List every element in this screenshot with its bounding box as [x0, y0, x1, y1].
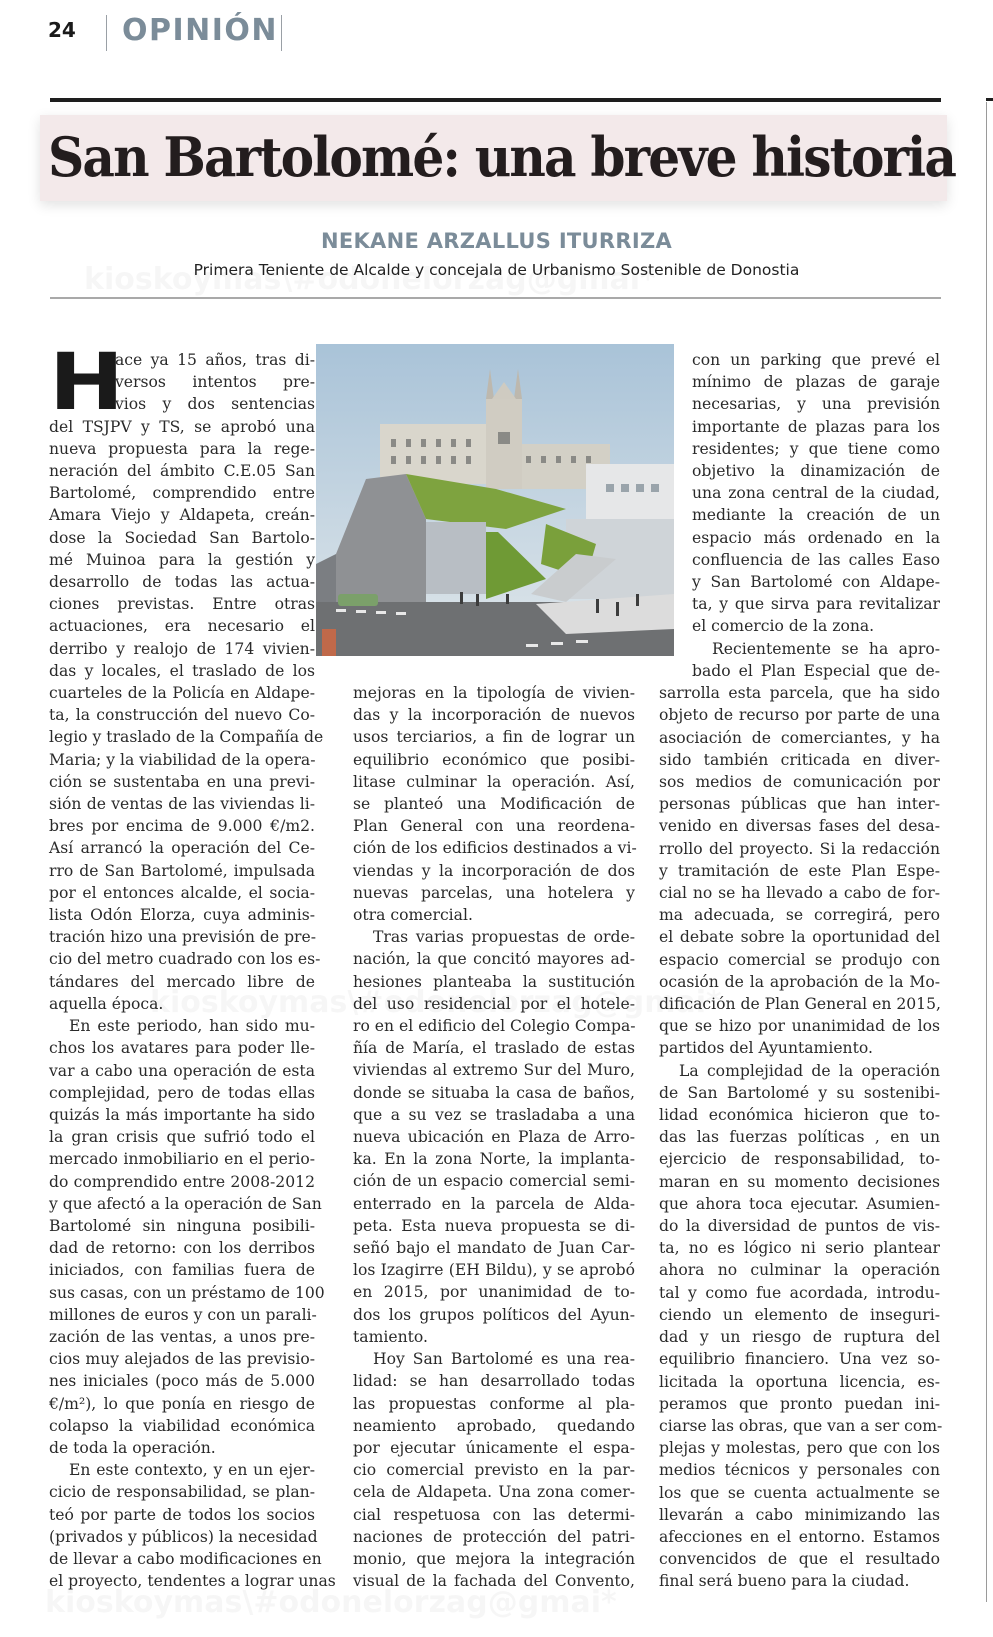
next-page-edge: [986, 102, 987, 1602]
text-line: do la diversidad de puntos de vis-: [659, 1217, 940, 1236]
text-line: ciarse las obras, que van a ser com-: [659, 1416, 943, 1435]
text-line: convencidos de que el resultado: [659, 1550, 940, 1569]
paragraph: [659, 1060, 943, 1593]
text-line: con un parking que prevé el: [692, 351, 940, 369]
header-divider: [106, 15, 107, 51]
text-line: ción de un espacio comercial semi-: [353, 1172, 635, 1191]
text-line: complejidad, pero de todas ellas: [49, 1083, 315, 1102]
text-line: que a su vez se trasladaba a una: [353, 1105, 635, 1124]
text-line: mínimo de plazas de garaje: [692, 373, 940, 392]
text-line: actuaciones, era necesario el: [49, 617, 315, 636]
text-line: nuevas parcelas, una hotelera y: [353, 883, 635, 902]
text-line: ta, no es lógico ni serio plantear: [659, 1239, 940, 1258]
text-line: visual de la fachada del Convento,: [353, 1572, 635, 1591]
building-render-image: [316, 344, 674, 656]
text-line: el comercio de la zona.: [692, 617, 875, 636]
text-line: cela de Aldapeta. Una zona comer-: [353, 1483, 635, 1502]
article-column-1: [49, 338, 336, 1592]
text-line: ta, y que sirva para revitalizar: [692, 595, 940, 614]
article-column-3-top: [692, 349, 940, 660]
text-line: Amara Viejo y Aldapeta, creán-: [49, 506, 315, 525]
text-line: señó bajo el mandato de Juan Car-: [353, 1239, 635, 1258]
top-rule: [50, 98, 941, 102]
text-line: ocasión de la aprobación de la Mo-: [659, 972, 940, 991]
text-line: legio y traslado de la Compañía de: [49, 728, 324, 747]
text-line: residentes; y que tiene como: [692, 439, 940, 458]
text-line: mé Muinoa para la gestión y: [49, 550, 315, 569]
text-line: naciones de protección del patri-: [353, 1527, 635, 1546]
paragraph: [353, 682, 635, 926]
next-page-rule: [986, 98, 993, 101]
text-line: del uso residencial por el hotele-: [353, 994, 635, 1013]
text-line: ñía de María, el traslado de estas: [353, 1039, 635, 1058]
paragraph: [353, 926, 635, 1348]
text-line: Plan General con una reordena-: [353, 817, 635, 836]
text-line: chos los avatares para poder lle-: [49, 1039, 315, 1058]
text-line: cio comercial previsto en la par-: [353, 1461, 635, 1480]
text-line: en 2015, por unanimidad de to-: [353, 1283, 635, 1302]
text-line: Maria; y la viabilidad de la opera-: [49, 750, 316, 769]
text-line: ka. En la zona Norte, la implanta-: [353, 1150, 635, 1169]
text-line: dose la Sociedad San Bartolo-: [49, 528, 315, 547]
text-line: cio del metro cuadrado con los es-: [49, 950, 321, 969]
text-line: tración hizo una previsión de pre-: [49, 928, 316, 947]
text-line: bado el Plan Especial que de-: [692, 662, 940, 680]
section-title: OPINIÓN: [122, 13, 279, 48]
text-line: venido en diversas fases del desa-: [659, 817, 940, 836]
text-line: rrollo del proyecto. Si la redacción: [659, 839, 940, 858]
text-line: ciones previstas. Entre otras: [49, 595, 315, 614]
text-line: usos terciarios, a fin de lograr un: [353, 728, 635, 747]
text-line: dificación de Plan General en 2015,: [659, 995, 941, 1014]
text-line: y tramitación de este Plan Espe-: [659, 861, 940, 880]
text-line: los que se cuenta actualmente se: [659, 1483, 940, 1502]
text-line: do comprendido entre 2008-2012: [49, 1172, 315, 1191]
text-line: sos medios de comunicación por: [659, 773, 940, 792]
page-number: 24: [48, 18, 76, 42]
text-line: mercado inmobiliario en el perio-: [49, 1150, 315, 1169]
text-line: peramos que pronto puedan ini-: [659, 1394, 940, 1413]
text-line: objetivo la dinamización de: [692, 462, 940, 481]
text-line: ción de los edificios destinados a vi-: [353, 839, 637, 858]
paragraph: [692, 349, 940, 660]
text-line: iniciados, con familias fuera de: [49, 1261, 315, 1280]
text-line: la gran crisis que sufrió todo el: [49, 1128, 315, 1147]
text-line: partidos del Ayuntamiento.: [659, 1039, 873, 1058]
text-line: mejoras en la tipología de vivien-: [353, 684, 635, 702]
text-line: personas públicas que han inter-: [659, 795, 940, 814]
text-line: maran en su momento decisiones: [659, 1172, 940, 1191]
text-line: cuarteles de la Policía en Aldape-: [49, 684, 315, 703]
text-line: nueva propuesta para la rege-: [49, 439, 315, 458]
text-line: enterrado en la parcela de Alda-: [353, 1194, 635, 1213]
text-line: objeto de recurso por parte de una: [659, 706, 940, 725]
text-line: equilibrio económico que posibi-: [353, 750, 635, 769]
text-line: de San Bartolomé y su sostenibi-: [659, 1083, 940, 1102]
text-line: y que afectó a la operación de San: [49, 1194, 322, 1213]
text-line: confluencia de las calles Easo: [692, 550, 940, 569]
paragraph: [49, 1459, 336, 1592]
text-line: rro de San Bartolomé, impulsada: [49, 861, 315, 880]
text-line: dos los grupos políticos del Ayun-: [353, 1305, 635, 1324]
text-line: de toda la operación.: [49, 1438, 216, 1457]
text-line: los Izagirre (EH Bildu), y se aprobó: [353, 1261, 635, 1280]
text-line: versos intentos pre-: [115, 373, 315, 392]
text-line: Tras varias propuestas de orde-: [373, 928, 635, 947]
text-line: millones de euros y con un parali-: [49, 1305, 317, 1324]
text-line: cicio de responsabilidad, se plan-: [49, 1483, 315, 1502]
paragraph: [49, 338, 324, 1015]
text-line: peta. Esta nueva propuesta se di-: [353, 1216, 635, 1235]
text-line: var a cabo una operación de esta: [49, 1061, 315, 1080]
text-line: Bartolomé, comprendido entre: [49, 484, 315, 503]
text-line: equilibrio financiero. Una vez so-: [659, 1350, 940, 1369]
text-line: sión de ventas de las viviendas li-: [49, 795, 315, 814]
text-line: ejercicio de responsabilidad, to-: [659, 1150, 940, 1169]
text-line: del TSJPV y TS, se aprobó una: [49, 417, 315, 436]
text-line: ta, la construcción del nuevo Co-: [49, 706, 315, 725]
text-line: por el entonces alcalde, el socia-: [49, 883, 315, 902]
paragraph: [659, 660, 940, 1060]
text-line: plejas y molestas, pero que con los: [659, 1439, 940, 1458]
text-line: viviendas al extremo Sur del Muro,: [353, 1061, 635, 1080]
text-line: el debate sobre la oportunidad del: [659, 928, 940, 947]
text-line: que se hizo por unanimidad de los: [659, 1017, 940, 1036]
text-line: quizás la más importante ha sido: [49, 1105, 315, 1124]
text-line: zación de las ventas, a unos pre-: [49, 1327, 315, 1346]
text-line: nación, la que concitó mayores ad-: [353, 950, 635, 969]
text-line: espacio comercial se produjo con: [659, 950, 940, 969]
article-column-3: [659, 660, 943, 1593]
text-line: que ahora toca ejecutar. Asumien-: [659, 1194, 940, 1213]
text-line: cial no se ha llevado a cabo de for-: [659, 884, 940, 903]
text-line: de llevar a cabo modificaciones en: [49, 1549, 322, 1568]
text-line: tamiento.: [353, 1327, 428, 1346]
text-line: dad de retorno: con los derribos: [49, 1239, 315, 1258]
text-line: tal y como fue acordada, introdu-: [659, 1283, 940, 1302]
text-line: ma adecuada, se corregirá, pero: [659, 906, 940, 925]
text-line: se planteó una Modificación de: [353, 795, 635, 814]
text-line: Recientemente se ha apro-: [712, 639, 940, 658]
text-line: por ejecutar únicamente el espa-: [353, 1438, 635, 1457]
text-line: monio, que mejora la integración: [353, 1549, 635, 1568]
text-line: otra comercial.: [353, 906, 473, 925]
text-line: derribo y realojo de 174 vivien-: [49, 639, 315, 658]
text-line: sus casas, con un préstamo de 100: [49, 1283, 325, 1302]
article-photo: [316, 344, 674, 656]
text-line: ción se sustentaba en una previ-: [49, 772, 315, 791]
header-divider: [281, 15, 282, 51]
text-line: ace ya 15 años, tras di-: [115, 351, 315, 369]
text-line: nes iniciales (poco más de 5.000: [49, 1372, 315, 1391]
text-line: das las fuerzas políticas , en un: [659, 1128, 940, 1147]
text-line: nueva ubicación en Plaza de Arro-: [353, 1128, 635, 1147]
text-line: donde se situaba la casa de baños,: [353, 1083, 635, 1102]
text-line: Hoy San Bartolomé es una rea-: [373, 1350, 635, 1369]
text-line: importante de plazas para los: [692, 417, 940, 436]
text-line: licitada la oportuna licencia, es-: [659, 1372, 940, 1391]
text-line: espacio más ordenado en la: [692, 528, 940, 547]
text-line: asociación de comerciantes, y ha: [659, 728, 940, 747]
text-line: sido también criticada en diver-: [659, 750, 940, 769]
text-line: hesiones planteaba la sustitución: [353, 972, 635, 991]
text-line: una zona central de la ciudad,: [692, 484, 940, 503]
article-column-2: [353, 682, 635, 1592]
text-line: litase culminar la operación. Así,: [353, 772, 635, 791]
text-line: y San Bartolomé con Aldape-: [692, 573, 940, 592]
text-line: aquella época.: [49, 994, 164, 1013]
text-line: lista Odón Elorza, cuya adminis-: [49, 906, 315, 925]
text-line: las propuestas conforme al pla-: [353, 1394, 635, 1413]
text-line: colapso la viabilidad económica: [49, 1416, 315, 1435]
text-line: medios técnicos y personales con: [659, 1461, 940, 1480]
text-line: cios muy alejados de las previsio-: [49, 1350, 315, 1369]
text-line: das y locales, el traslado de los: [49, 661, 315, 680]
text-line: €/m²), lo que ponía en riesgo de: [49, 1394, 315, 1413]
text-line: el proyecto, tendentes a lograr unas: [49, 1572, 336, 1591]
text-line: sarrolla esta parcela, que ha sido: [659, 684, 940, 703]
text-line: viendas y la incorporación de dos: [353, 861, 635, 880]
text-line: cial respetuosa con las determi-: [353, 1505, 635, 1524]
text-line: afecciones en el entorno. Estamos: [659, 1527, 940, 1546]
text-line: ciendo un elemento de inseguri-: [659, 1305, 940, 1324]
text-line: ro en el edificio del Colegio Compa-: [353, 1017, 636, 1036]
text-line: vios y dos sentencias: [115, 395, 315, 414]
text-line: llevarán a cabo minimizando las: [659, 1505, 940, 1524]
text-line: La complejidad de la operación: [679, 1061, 940, 1080]
headline: San Bartolomé: una breve historia: [48, 125, 956, 189]
author-name: NEKANE ARZALLUS ITURRIZA: [320, 229, 673, 253]
text-line: lidad: se han desarrollado todas: [353, 1372, 635, 1391]
text-line: desarrollo de todas las actua-: [49, 573, 315, 592]
text-line: lidad económica hicieron que to-: [659, 1106, 940, 1125]
text-line: ahora no culminar la operación: [659, 1261, 940, 1280]
text-line: das y la incorporación de nuevos: [353, 706, 635, 725]
text-line: Bartolomé sin ninguna posibili-: [49, 1216, 315, 1235]
text-line: necesarias, y una previsión: [692, 395, 940, 414]
text-line: (privados y públicos) la necesidad: [49, 1527, 318, 1546]
dropcap: H: [49, 338, 125, 428]
paragraph: [353, 1348, 635, 1592]
author-role: Primera Teniente de Alcalde y concejala de Urbanismo Sostenible de Donostia: [193, 261, 800, 279]
text-line: teó por parte de todos los socios: [49, 1505, 315, 1524]
text-line: tándares del mercado libre de: [49, 972, 315, 991]
paragraph: [49, 1015, 325, 1459]
text-line: neración del ámbito C.E.05 San: [49, 462, 315, 481]
text-line: neamiento aprobado, quedando: [353, 1416, 635, 1435]
text-line: dad y un riesgo de ruptura del: [659, 1328, 940, 1347]
text-line: bres por encima de 9.000 €/m2.: [49, 817, 315, 836]
byline-rule: [50, 297, 941, 299]
text-line: En este contexto, y en un ejer-: [69, 1461, 315, 1480]
text-line: Así arrancó la operación del Ce-: [49, 839, 315, 858]
text-line: mediante la creación de un: [692, 506, 940, 525]
text-line: final será bueno para la ciudad.: [659, 1572, 910, 1591]
text-line: En este periodo, han sido mu-: [69, 1017, 315, 1036]
